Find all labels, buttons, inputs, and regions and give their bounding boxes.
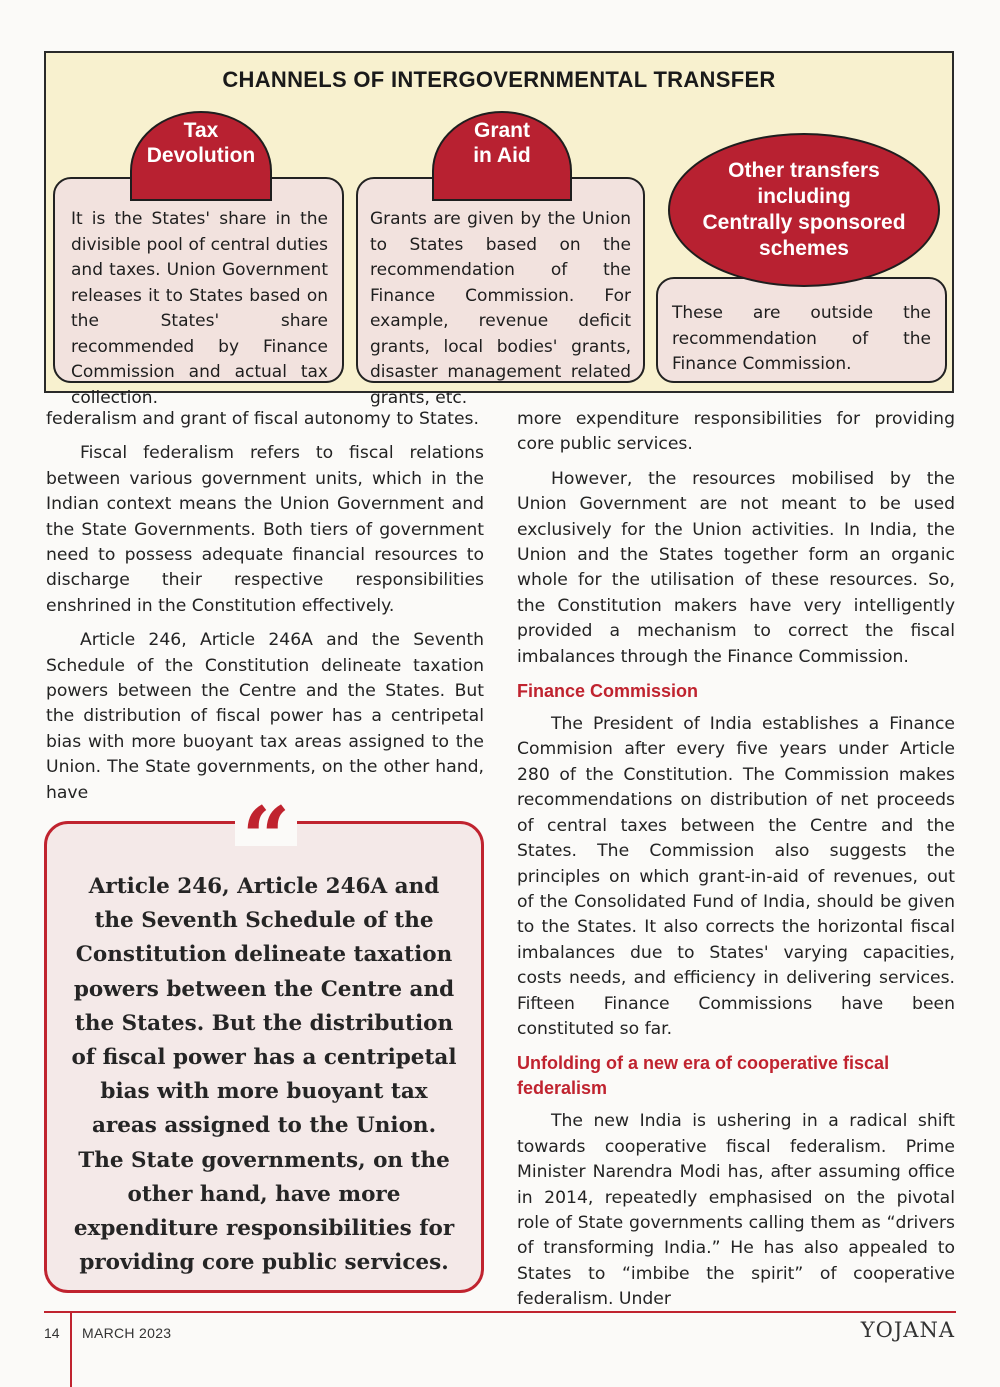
tax-devolution-heading-line-1: Tax	[183, 119, 219, 142]
other-transfers-heading-line-4: schemes	[759, 237, 849, 260]
pull-quote-box	[44, 796, 484, 1293]
pull-quote-text: Article 246, Article 246A and the Seventh Schedule of the Constitution delineate taxation powers between the Centre and the States. But the distribution of fiscal power has a centripetal bias with more buoyant tax areas assigned to the Union. The State governments, on the other hand, have more expenditure responsibilities for providing core public services.	[71, 874, 457, 1276]
grant-in-aid-heading-line-1: Grant	[473, 119, 530, 142]
magazine-name: YOJANA	[860, 1318, 955, 1342]
other-transfers-heading-line-3: Centrally sponsored	[702, 211, 906, 234]
grant-in-aid-description: Grants are given by the Union to States based on the recommendation of the Finance Commission. For example, revenue deficit grants, local bodies' grants, disaster management related grants, etc.	[370, 209, 631, 408]
section-heading-cooperative-federalism: Unfolding of a new era of cooperative fiscal federalism	[517, 1053, 890, 1099]
body-paragraph: Article 246, Article 246A and the Seventh Schedule of the Constitution delineate taxation powers between the Centre and the States. But the distribution of fiscal power has a centripetal bias with more buoyant tax areas assigned to the Union. The State governments, on the other hand, have	[46, 630, 484, 803]
grant-in-aid-heading-line-2: in Aid	[473, 144, 531, 167]
other-transfers-card	[656, 277, 947, 383]
tax-devolution-card	[53, 177, 344, 408]
body-paragraph: more expenditure responsibilities for providing core public services.	[517, 409, 955, 455]
grant-in-aid-card	[356, 177, 645, 408]
quote-mark-icon: “	[235, 796, 297, 846]
body-paragraph: However, the resources mobilised by the Union Government are not meant to be used exclusively for the Union activities. In India, the Union and the States together form an organic whole for the utilisation of these resources. So, the Constitution makers have very intelligently provided a mechanism to correct the fiscal imbalances through the Finance Commission.	[517, 468, 955, 667]
body-paragraph: The President of India establishes a Finance Commision after every five years under Article 280 of the Constitution. The Commission makes recommendations on distribution of net proceeds of central taxes between the Centre and the States. The Commission also suggests the principles on which grant-in-aid of revenues, out of the Consolidated Fund of India, should be given to the States. It also corrects the horizontal fiscal imbalances due to States' varying capacities, costs needs, and efficiency in delivering services. Fifteen Finance Commissions have been constituted so far.	[517, 714, 955, 1039]
infographic-title: CHANNELS OF INTERGOVERNMENTAL TRANSFER	[222, 67, 776, 92]
page-number: 14	[44, 1325, 60, 1341]
other-transfers-description: These are outside the recommendation of the Finance Commission.	[672, 303, 931, 374]
tax-devolution-heading-line-2: Devolution	[146, 144, 256, 167]
body-paragraph: federalism and grant of fiscal autonomy to States.	[46, 409, 479, 429]
other-transfers-heading-line-2: including	[757, 185, 851, 208]
section-heading-finance-commission: Finance Commission	[517, 681, 699, 702]
other-transfers-heading-line-1: Other transfers	[728, 159, 880, 182]
tax-devolution-heading	[130, 111, 272, 201]
other-transfers-heading	[668, 133, 940, 287]
grant-in-aid-heading	[432, 111, 572, 201]
right-column	[517, 407, 955, 1322]
tax-devolution-description: It is the States' share in the divisible pool of central duties and taxes. Union Government releases it to States based on the States' share recommended by Finance Commission and actual tax collection.	[71, 209, 328, 408]
body-paragraph: Fiscal federalism refers to fiscal relations between various government units, which in the Indian context means the Union Government and the State Governments. Both tiers of government need to possess adequate financial resources to discharge their respective responsibilities enshrined in the Constitution effectively.	[46, 443, 484, 616]
intergovernmental-transfer-infographic	[44, 51, 954, 408]
body-paragraph: The new India is ushering in a radical shift towards cooperative fiscal federalism. Prime Minister Narendra Modi has, after assuming office in 2014, repeatedly emphasised on the pivotal role of State governments calling them as “drivers of transforming India.” He has also appealed to States to “imbibe the spirit” of cooperative federalism. Under	[517, 1111, 955, 1310]
issue-date: MARCH 2023	[82, 1325, 172, 1341]
left-column	[46, 407, 484, 815]
footer-divider	[44, 1311, 956, 1313]
footer-vertical-divider	[70, 1313, 72, 1387]
